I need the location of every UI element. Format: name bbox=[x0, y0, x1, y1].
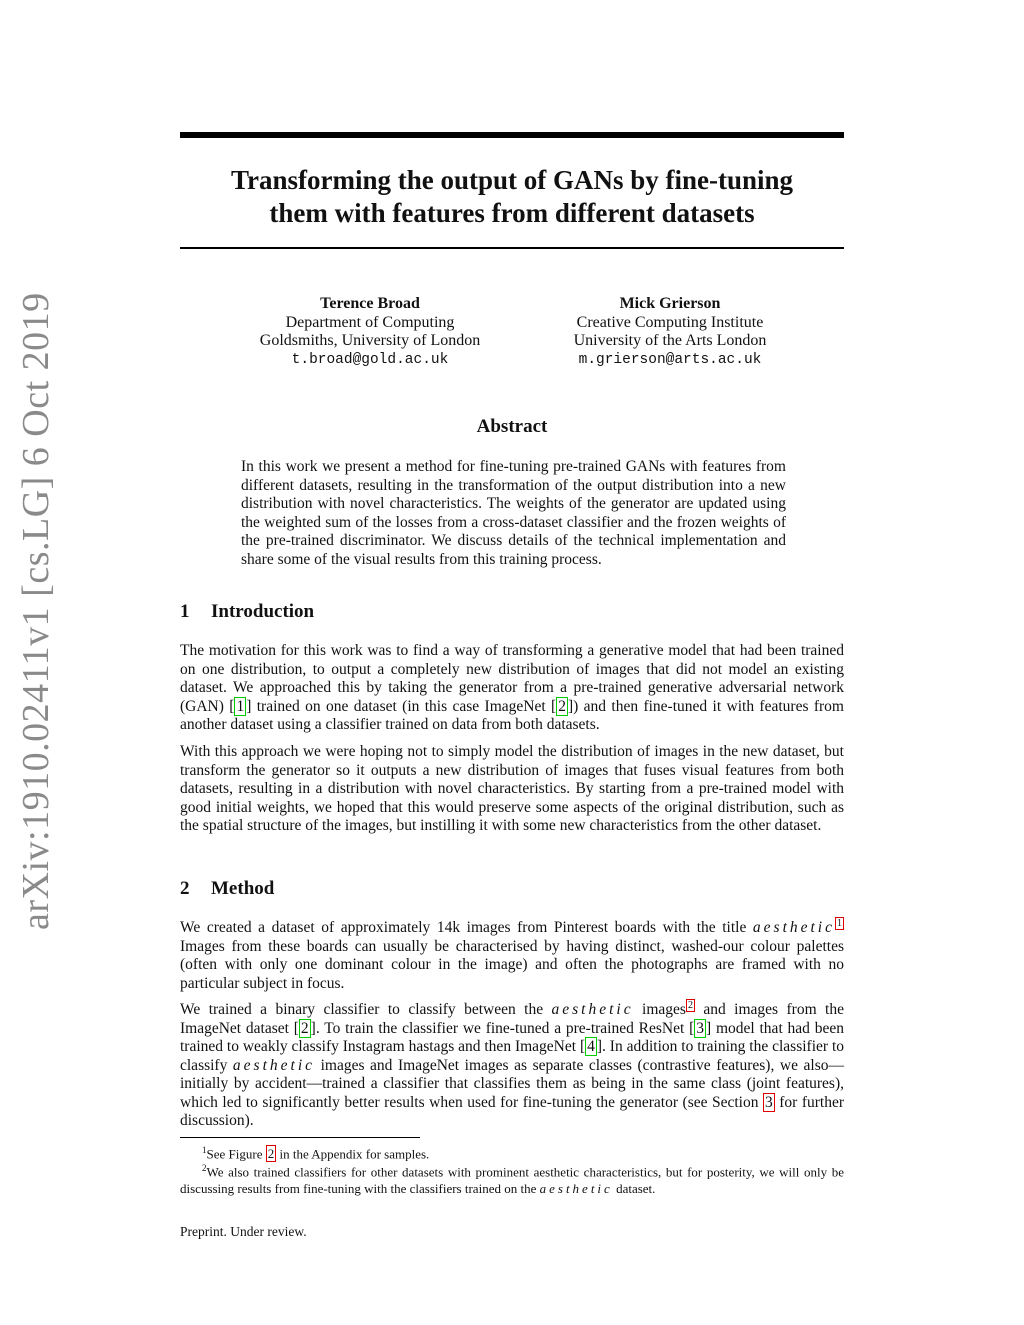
preprint-notice: Preprint. Under review. bbox=[180, 1224, 307, 1239]
citation-link[interactable]: 4 bbox=[587, 1038, 595, 1055]
footnote-2 bbox=[180, 1160, 844, 1197]
author-name: Mick Grierson bbox=[619, 295, 721, 312]
arxiv-identifier[interactable]: arXiv:1910.02411v1 [cs.LG] 6 Oct 2019 bbox=[15, 292, 57, 930]
figure-link[interactable]: 2 bbox=[267, 1146, 275, 1162]
section-heading-method bbox=[180, 878, 274, 900]
title-line-1: Transforming the output of GANs by fine-tuning bbox=[230, 165, 794, 195]
author-email[interactable]: m.grierson@arts.ac.uk bbox=[578, 351, 762, 368]
paper-title bbox=[180, 164, 844, 230]
author-block-1 bbox=[240, 295, 500, 369]
intro-paragraph-2: With this approach we were hoping not to simply model the distribution of images in the new dataset, but transform the generator so it outputs a new distribution of images that fuses visual features from both datasets, resulting in a distribution with novel characteristics. By starting from a pre-trained model with good initial weights, we hoped that this would preserve some aspects of the original distribution, such as the spatial structure of the images, but instilling it with some new characteristics from the other dataset. bbox=[180, 743, 844, 834]
author-institution: Goldsmiths, University of London bbox=[259, 332, 481, 349]
intro-paragraph-1 bbox=[180, 642, 844, 735]
citation-link[interactable]: 2 bbox=[558, 697, 566, 715]
section-link[interactable]: 3 bbox=[764, 1093, 773, 1111]
footnote-mark: 1 bbox=[202, 1145, 207, 1155]
aesthetic-term: aesthetic bbox=[539, 1181, 613, 1197]
text-run: The motivation for this work was to find a way of transforming a generative model that had been trained on one distribution, to output a completely new distribution of images that did not model an existing dataset. We approached this by taking the generator from a pre-trained generative adversarial network (GAN) [ bbox=[180, 642, 844, 715]
text-run: images and ImageNet images as separate classes (contrastive features), we also—initially by accident—trained a classifier that classifies them as being in the same class (joint features), which led to significantly better results when used for fine-tuning the generator (see Section bbox=[180, 1056, 844, 1111]
text-run: ]. To train the classifier we fine-tuned a pre-trained ResNet [ bbox=[310, 1019, 695, 1037]
footnote-link[interactable]: 1 bbox=[837, 917, 842, 929]
abstract-heading: Abstract bbox=[476, 416, 548, 437]
section-title: Introduction bbox=[211, 601, 315, 622]
text-run: ]) and then fine-tuned it with features from another dataset using a classifier trained on data from both datasets. bbox=[180, 697, 844, 733]
text-run: We trained a binary classifier to classify between the bbox=[180, 1001, 552, 1018]
text-run: ]. In addition to training the classifier to classify bbox=[180, 1038, 845, 1074]
method-paragraph-1 bbox=[180, 919, 844, 993]
citation-link[interactable]: 2 bbox=[300, 1019, 309, 1037]
citation-link[interactable]: 3 bbox=[696, 1019, 704, 1037]
text-run: We created a dataset of approximately 14k images from Pinterest boards with the title bbox=[180, 919, 753, 936]
footnote-rule bbox=[180, 1137, 420, 1138]
method-paragraph-2 bbox=[180, 1001, 844, 1131]
footnote-mark: 2 bbox=[202, 1163, 207, 1173]
abstract-text: In this work we present a method for fine-tuning pre-trained GANs with features from different datasets, resulting in the transformation of the output distribution into a new distribution with novel characteristics. The weights of the generator are updated using the weighted sum of the losses from a cross-dataset classifier and the frozen weights of the pre-trained discriminator. We discuss details of the technical implementation and share some of the visual results from this training process. bbox=[241, 458, 786, 568]
text-run: See Figure bbox=[206, 1146, 266, 1162]
author-email[interactable]: t.broad@gold.ac.uk bbox=[291, 351, 449, 368]
aesthetic-term: aesthetic bbox=[232, 1056, 316, 1074]
title-line-2: them with features from different datasets bbox=[269, 198, 755, 228]
text-run: images bbox=[633, 1001, 686, 1018]
author-department: Department of Computing bbox=[285, 313, 455, 331]
author-block-2 bbox=[540, 295, 800, 369]
citation-link[interactable]: 1 bbox=[236, 697, 245, 715]
author-institution: University of the Arts London bbox=[573, 332, 767, 349]
aesthetic-term: aesthetic bbox=[551, 1001, 634, 1018]
text-run: We also trained classifiers for other datasets with prominent aesthetic characteristics, but for posterity, we will only be discussing results from fine-tuning with the classifiers trained on the bbox=[180, 1164, 844, 1197]
text-run: ] model that had been trained to weakly classify Instagram hastags and then ImageNet [ bbox=[180, 1019, 844, 1055]
title-bottom-rule bbox=[180, 247, 844, 249]
text-run: for further discussion). bbox=[180, 1093, 844, 1129]
author-name: Terence Broad bbox=[320, 295, 420, 312]
text-run: ] trained on one dataset (in this case ImageNet [ bbox=[246, 697, 557, 715]
aesthetic-term: aesthetic bbox=[752, 919, 835, 936]
section-title: Method bbox=[211, 878, 275, 899]
footnote-link[interactable]: 2 bbox=[687, 999, 693, 1011]
section-heading-introduction bbox=[180, 601, 314, 623]
text-run: in the Appendix for samples. bbox=[276, 1146, 430, 1162]
text-run: dataset. bbox=[612, 1181, 656, 1197]
text-run: Images from these boards can usually be characterised by having distinct, washed-our colour palettes (often with only one dominant colour in the image) and often the photographs are framed with no particular subject in focus. bbox=[180, 937, 844, 992]
author-department: Creative Computing Institute bbox=[576, 313, 764, 331]
section-number: 2 bbox=[180, 878, 190, 899]
section-number: 1 bbox=[180, 601, 190, 622]
text-run: and images from the ImageNet dataset [ bbox=[180, 1001, 844, 1037]
title-top-rule bbox=[180, 132, 844, 138]
